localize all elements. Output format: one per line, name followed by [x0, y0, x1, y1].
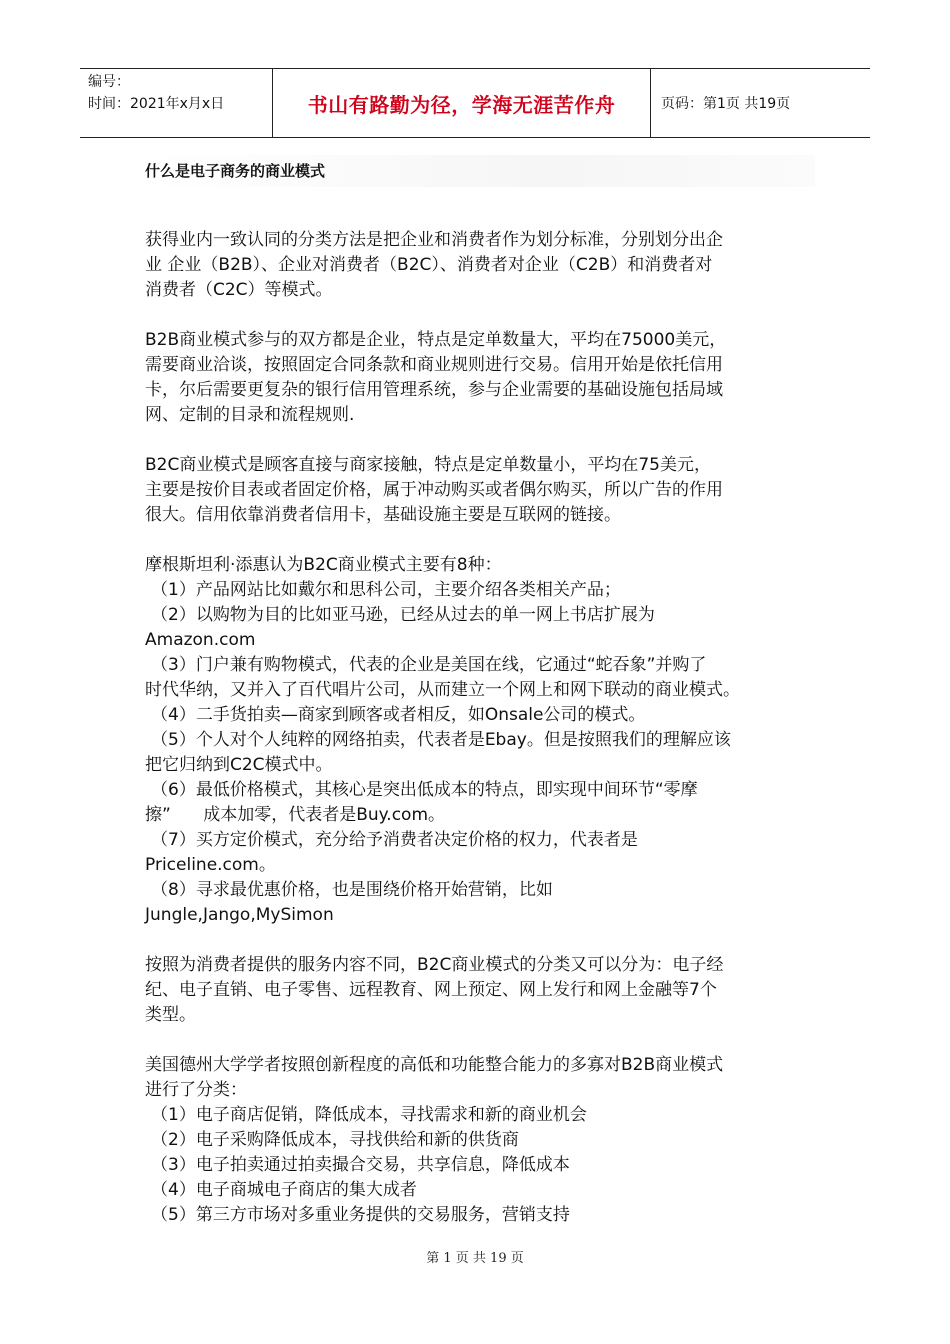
paragraph-line: 按照为消费者提供的服务内容不同，B2C商业模式的分类又可以分为：电子经 [145, 955, 724, 975]
list-item: （4）二手货拍卖—商家到顾客或者相反，如Onsale公司的模式。 [151, 705, 646, 725]
paragraph-classification [145, 228, 815, 303]
section-intro: 摩根斯坦利·添惠认为B2C商业模式主要有8种： [145, 555, 502, 575]
paragraph-b2c [145, 453, 815, 528]
paragraph-line: 业 企业（B2B）、企业对消费者（B2C）、消费者对企业（C2B）和消费者对 [145, 255, 713, 275]
spacer [145, 528, 815, 553]
spacer [145, 303, 815, 328]
b2c-models-section [145, 553, 815, 928]
header-number-label: 编号： [88, 74, 130, 90]
list-item: （2）以购物为目的比如亚马逊，已经从过去的单一网上书店扩展为 [151, 605, 655, 625]
paragraph-line: B2B商业模式参与的双方都是企业，特点是定单数量大，平均在75000美元， [145, 330, 727, 350]
b2b-models-section [145, 1053, 815, 1228]
document-body [145, 155, 815, 1228]
list-item: （1）电子商店促销，降低成本，寻找需求和新的商业机会 [151, 1105, 587, 1125]
document-title: 什么是电子商务的商业模式 [145, 155, 815, 187]
header-motto: 书山有路勤为径，学海无涯苦作舟 [307, 92, 616, 117]
list-item: （1）产品网站比如戴尔和思科公司，主要介绍各类相关产品； [151, 580, 621, 600]
paragraph-line: 获得业内一致认同的分类方法是把企业和消费者作为划分标准，分别划分出企 [145, 230, 723, 250]
spacer [145, 1028, 815, 1053]
spacer [145, 428, 815, 453]
list-item: （4）电子商城电子商店的集大成者 [151, 1180, 417, 1200]
list-item: （8）寻求最优惠价格，也是围绕价格开始营销，比如 [151, 880, 553, 900]
paragraph-line: 主要是按价目表或者固定价格，属于冲动购买或者偶尔购买，所以广告的作用 [145, 480, 723, 500]
spacer [145, 928, 815, 953]
page-footer [0, 1247, 950, 1266]
paragraph-line: 卡，尔后需要更复杂的银行信用管理系统，参与企业需要的基础设施包括局域 [145, 380, 723, 400]
list-item: （3）电子拍卖通过拍卖撮合交易，共享信息，降低成本 [151, 1155, 570, 1175]
list-item: （3）门户兼有购物模式，代表的企业是美国在线，它通过“蛇吞象”并购了 [151, 655, 707, 675]
paragraph-line: 网、定制的目录和流程规则. [145, 405, 355, 425]
paragraph-line: 类型。 [145, 1005, 196, 1025]
paragraph-line: 消费者（C2C）等模式。 [145, 280, 333, 300]
document-header [80, 68, 870, 138]
paragraph-b2b [145, 328, 815, 428]
list-item: （7）买方定价模式，充分给予消费者决定价格的权力，代表者是 [151, 830, 638, 850]
header-page-label: 页码：第1页 共19页 [661, 96, 791, 112]
list-item-continuation: Priceline.com。 [145, 855, 276, 875]
header-page-cell [651, 69, 870, 137]
paragraph-b2c-service-types [145, 953, 815, 1028]
spacer [145, 187, 815, 228]
section-intro: 进行了分类： [145, 1080, 247, 1100]
list-item: （2）电子采购降低成本，寻找供给和新的供货商 [151, 1130, 519, 1150]
footer-page-number: 第 1 页 共 19 页 [426, 1251, 524, 1266]
paragraph-line: 很大。信用依靠消费者信用卡，基础设施主要是互联网的链接。 [145, 505, 621, 525]
paragraph-line: 需要商业洽谈，按照固定合同条款和商业规则进行交易。信用开始是依托信用 [145, 355, 723, 375]
list-item: （5）个人对个人纯粹的网络拍卖，代表者是Ebay。但是按照我们的理解应该 [151, 730, 731, 750]
section-intro: 美国德州大学学者按照创新程度的高低和功能整合能力的多寡对B2B商业模式 [145, 1055, 724, 1075]
paragraph-line: 纪、电子直销、电子零售、远程教育、网上预定、网上发行和网上金融等7个 [145, 980, 717, 1000]
header-motto-cell [273, 69, 651, 137]
list-item-continuation: Amazon.com [145, 630, 256, 650]
list-item-continuation: 时代华纳，又并入了百代唱片公司，从而建立一个网上和网下联动的商业模式。 [145, 680, 740, 700]
list-item: （5）第三方市场对多重业务提供的交易服务，营销支持 [151, 1205, 570, 1225]
header-meta-cell [80, 69, 273, 137]
list-item-continuation: 擦” 成本加零，代表者是Buy.com。 [145, 805, 446, 825]
list-item: （6）最低价格模式，其核心是突出低成本的特点，即实现中间环节“零摩 [151, 780, 698, 800]
header-time-label: 时间：2021年x月x日 [88, 96, 225, 112]
paragraph-line: B2C商业模式是顾客直接与商家接触，特点是定单数量小，平均在75美元， [145, 455, 711, 475]
list-item-continuation: 把它归纳到C2C模式中。 [145, 755, 333, 775]
list-item-continuation: Jungle,Jango,MySimon [145, 905, 334, 925]
